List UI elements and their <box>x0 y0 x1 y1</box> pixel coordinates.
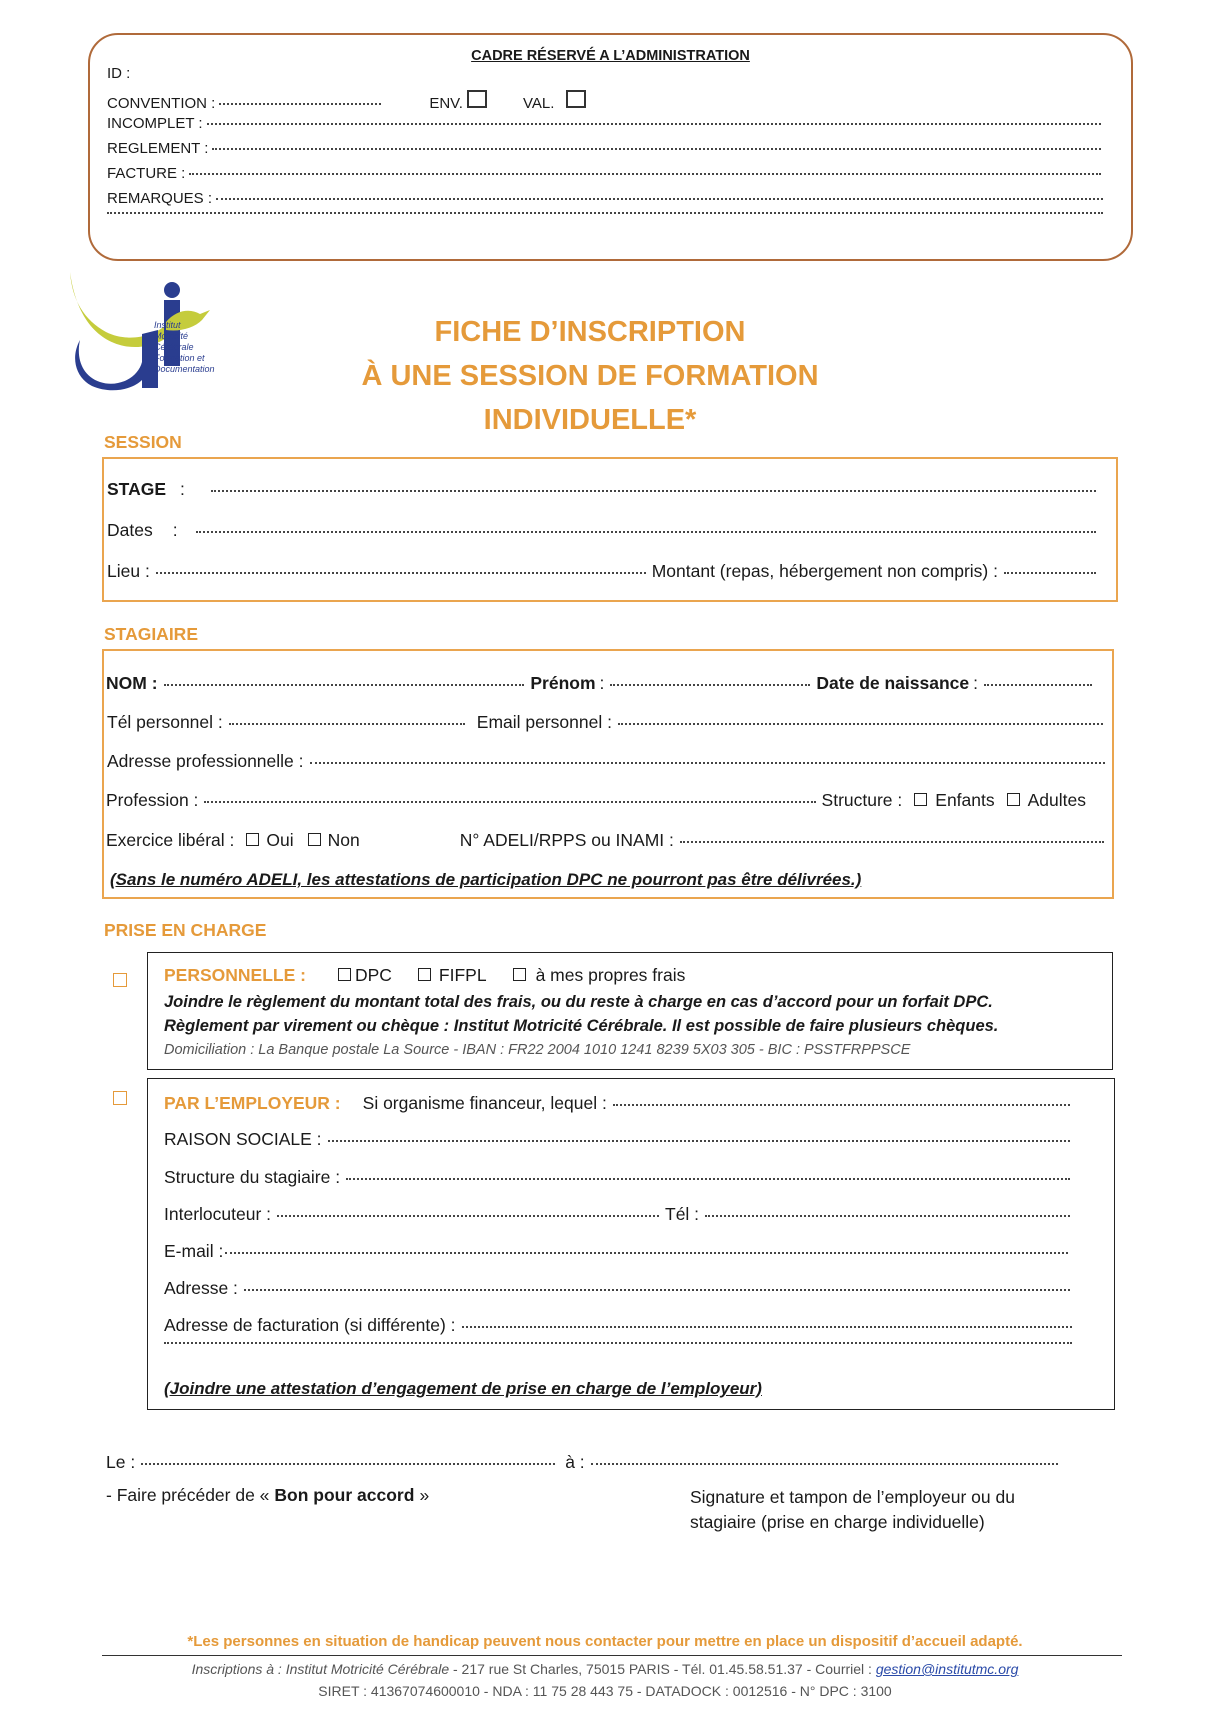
structure-label: Structure : <box>821 790 903 810</box>
employeur-email-row <box>164 1241 1074 1262</box>
employeur-tel-label: Tél : <box>665 1204 700 1224</box>
incomplet-field[interactable] <box>207 123 1101 125</box>
exercice-row <box>106 830 1110 851</box>
page-title <box>300 310 880 442</box>
footer-address <box>0 1661 1210 1677</box>
signature-line-2: stagiaire (prise en charge individuelle) <box>690 1512 985 1532</box>
interlocuteur-label: Interlocuteur : <box>164 1204 271 1224</box>
naissance-label: Date de naissance <box>816 673 970 693</box>
personnelle-box <box>147 952 1113 1070</box>
footer-siret: SIRET : 41367074600010 - NDA : 11 75 28 443 75 - DATADOCK : 0012516 - N° DPC : 3100 <box>318 1683 892 1699</box>
bon-pour-accord-row <box>106 1485 429 1506</box>
admin-convention-row <box>107 90 687 112</box>
personnelle-row <box>164 965 685 986</box>
employeur-note: (Joindre une attestation d’engagement de prise en charge de l’employeur) <box>164 1379 762 1398</box>
remarques-field-2[interactable] <box>107 212 1103 214</box>
oui-label: Oui <box>266 830 294 850</box>
signature-line-1: Signature et tampon de l’employeur ou du <box>690 1487 1015 1507</box>
structure-stagiaire-row <box>164 1167 1076 1188</box>
nom-label: NOM : <box>106 673 158 693</box>
stage-row <box>107 479 1102 500</box>
facturation-field-2[interactable] <box>164 1342 1072 1344</box>
stage-colon: : <box>180 479 185 499</box>
footer-address-rest: - 217 rue St Charles, 75015 PARIS - Tél. 01.45.58.51.37 - Courriel : <box>449 1661 876 1677</box>
email-label: Email personnel : <box>476 712 612 732</box>
propres-label: à mes propres frais <box>535 965 686 985</box>
profession-field[interactable] <box>204 801 815 803</box>
tel-label: Tél personnel : <box>107 712 223 732</box>
prise-heading: PRISE EN CHARGE <box>104 920 267 940</box>
session-heading: SESSION <box>104 432 182 452</box>
logo-line-2: Motricité <box>154 331 189 341</box>
footer-address-italic: Inscriptions à : Institut Motricité Cérébrale <box>191 1661 450 1677</box>
logo-line-4: Formation et <box>154 353 205 363</box>
prenom-colon: : <box>599 673 605 693</box>
reglement-label: REGLEMENT : <box>107 140 209 157</box>
structure-stagiaire-field[interactable] <box>346 1178 1070 1180</box>
footer-divider <box>102 1655 1122 1656</box>
footer-email-link[interactable]: gestion@institutmc.org <box>875 1661 1019 1677</box>
reglement-field[interactable] <box>212 148 1101 150</box>
logo <box>66 270 236 410</box>
env-label: ENV. <box>429 95 463 112</box>
adresse-field[interactable] <box>310 762 1106 764</box>
prenom-label: Prénom <box>530 673 596 693</box>
organisme-label: Si organisme financeur, lequel : <box>362 1093 607 1113</box>
enfants-label: Enfants <box>935 790 995 810</box>
logo-line-5: Documentation <box>154 364 215 374</box>
employeur-email-label: E-mail : <box>164 1241 224 1261</box>
fifpl-checkbox[interactable] <box>418 968 431 981</box>
employeur-email-field[interactable] <box>225 1252 1068 1254</box>
convention-field[interactable] <box>219 103 381 105</box>
domiciliation: Domiciliation : La Banque postale La Source - IBAN : FR22 2004 1010 1241 8239 5X03 305 - BIC : PSSTFRPPSCE <box>164 1042 911 1058</box>
title-line-1: FICHE D’INSCRIPTION <box>434 316 746 348</box>
montant-field[interactable] <box>1004 572 1096 574</box>
organisme-row <box>164 1093 1076 1114</box>
val-label: VAL. <box>522 95 555 112</box>
adultes-checkbox[interactable] <box>1007 793 1020 806</box>
personnelle-instructions-2: Règlement par virement ou chèque : Institut Motricité Cérébrale. Il est possible de faire plusieurs chèques. <box>164 1017 999 1035</box>
session-box <box>102 457 1118 602</box>
non-checkbox[interactable] <box>308 833 321 846</box>
facturation-row <box>164 1315 1078 1336</box>
title-line-2: À UNE SESSION DE FORMATION INDIVIDUELLE* <box>361 360 819 436</box>
tel-row <box>107 712 1109 733</box>
bon-pour-accord: Bon pour accord <box>274 1485 415 1505</box>
env-checkbox[interactable] <box>467 90 487 108</box>
prenom-field[interactable] <box>610 684 810 686</box>
nom-field[interactable] <box>164 684 525 686</box>
employeur-tel-field[interactable] <box>705 1215 1070 1217</box>
convention-label: CONVENTION : <box>107 95 216 112</box>
a-field[interactable] <box>591 1463 1058 1465</box>
facturation-label: Adresse de facturation (si différente) : <box>164 1315 456 1335</box>
admin-title: CADRE RÉSERVÉ A L’ADMINISTRATION <box>471 48 750 64</box>
organisme-field[interactable] <box>613 1104 1070 1106</box>
le-field[interactable] <box>141 1463 555 1465</box>
naissance-field[interactable] <box>984 684 1092 686</box>
stagiaire-heading: STAGIAIRE <box>104 624 198 644</box>
admin-incomplet-row <box>107 115 1105 132</box>
email-field[interactable] <box>618 723 1103 725</box>
enfants-checkbox[interactable] <box>914 793 927 806</box>
logo-line-3: Cérébrale <box>154 342 194 352</box>
adresse-row <box>107 751 1111 772</box>
tel-field[interactable] <box>229 723 465 725</box>
facturation-field[interactable] <box>462 1326 1073 1328</box>
adultes-label: Adultes <box>1027 790 1086 810</box>
adeli-note: (Sans le numéro ADELI, les attestations de participation DPC ne pourront pas être délivrées.) <box>110 870 862 889</box>
personnelle-label: PERSONNELLE : <box>164 965 306 985</box>
employeur-checkbox[interactable] <box>113 1091 127 1105</box>
date-lieu-row <box>106 1452 1064 1473</box>
admin-id-row <box>107 65 130 82</box>
oui-checkbox[interactable] <box>246 833 259 846</box>
lieu-label: Lieu : <box>107 561 150 581</box>
employeur-adresse-row <box>164 1278 1076 1299</box>
logo-line-1: Institut <box>154 320 181 330</box>
montant-label: Montant (repas, hébergement non compris) : <box>651 561 998 581</box>
facture-field[interactable] <box>189 173 1101 175</box>
precede-suffix: » <box>419 1485 430 1505</box>
dates-colon: : <box>172 520 178 540</box>
nom-row <box>106 673 1098 694</box>
admin-reglement-row <box>107 140 1105 157</box>
admin-facture-row <box>107 165 1105 182</box>
remarques-label: REMARQUES : <box>107 190 213 207</box>
non-label: Non <box>327 830 360 850</box>
dates-field[interactable] <box>196 531 1096 533</box>
fifpl-label: FIFPL <box>438 965 487 985</box>
profession-row <box>106 790 1086 811</box>
admin-remarques-row-2 <box>107 215 1107 217</box>
le-label: Le : <box>106 1452 136 1472</box>
precede-prefix: - Faire précéder de « <box>106 1485 270 1505</box>
employeur-adresse-label: Adresse : <box>164 1278 238 1298</box>
exercice-label: Exercice libéral : <box>106 830 235 850</box>
stage-field[interactable] <box>211 490 1096 492</box>
adeli-field[interactable] <box>680 841 1104 843</box>
facturation-row-2 <box>164 1345 1078 1347</box>
admin-box <box>88 33 1133 261</box>
val-checkbox[interactable] <box>566 90 586 108</box>
profession-label: Profession : <box>106 790 199 810</box>
employeur-box <box>147 1078 1115 1410</box>
employeur-label: PAR L’EMPLOYEUR : <box>164 1093 341 1113</box>
interlocuteur-field[interactable] <box>277 1215 659 1217</box>
lieu-row <box>107 561 1102 582</box>
signature-block <box>690 1485 1015 1535</box>
facture-label: FACTURE : <box>107 165 186 182</box>
raison-row <box>164 1129 1076 1150</box>
dates-label: Dates <box>107 520 153 540</box>
propres-checkbox[interactable] <box>513 968 526 981</box>
dates-row <box>107 520 1102 541</box>
adeli-label: N° ADELI/RPPS ou INAMI : <box>459 830 674 850</box>
footer-note: *Les personnes en situation de handicap peuvent nous contacter pour mettre en place un dispositif d’accueil adapté. <box>187 1633 1023 1650</box>
personnelle-instructions-1: Joindre le règlement du montant total des frais, ou du reste à charge en cas d’accord pour un forfait DPC. <box>164 993 993 1011</box>
lieu-field[interactable] <box>156 572 646 574</box>
id-label: ID : <box>107 65 131 82</box>
remarques-field[interactable] <box>216 198 1103 200</box>
dpc-label: DPC <box>354 965 392 985</box>
adresse-label: Adresse professionnelle : <box>107 751 304 771</box>
logo-text <box>154 320 215 375</box>
personnelle-checkbox[interactable] <box>113 973 127 987</box>
stagiaire-box <box>102 649 1114 899</box>
interlocuteur-row <box>164 1204 1076 1225</box>
raison-label: RAISON SOCIALE : <box>164 1129 322 1149</box>
a-label: à : <box>565 1452 585 1472</box>
raison-field[interactable] <box>328 1140 1070 1142</box>
admin-remarques-row <box>107 190 1107 207</box>
incomplet-label: INCOMPLET : <box>107 115 203 132</box>
structure-stagiaire-label: Structure du stagiaire : <box>164 1167 341 1187</box>
employeur-adresse-field[interactable] <box>244 1289 1070 1291</box>
stage-label: STAGE <box>107 479 166 499</box>
dpc-checkbox[interactable] <box>338 968 351 981</box>
naissance-colon: : <box>973 673 978 693</box>
